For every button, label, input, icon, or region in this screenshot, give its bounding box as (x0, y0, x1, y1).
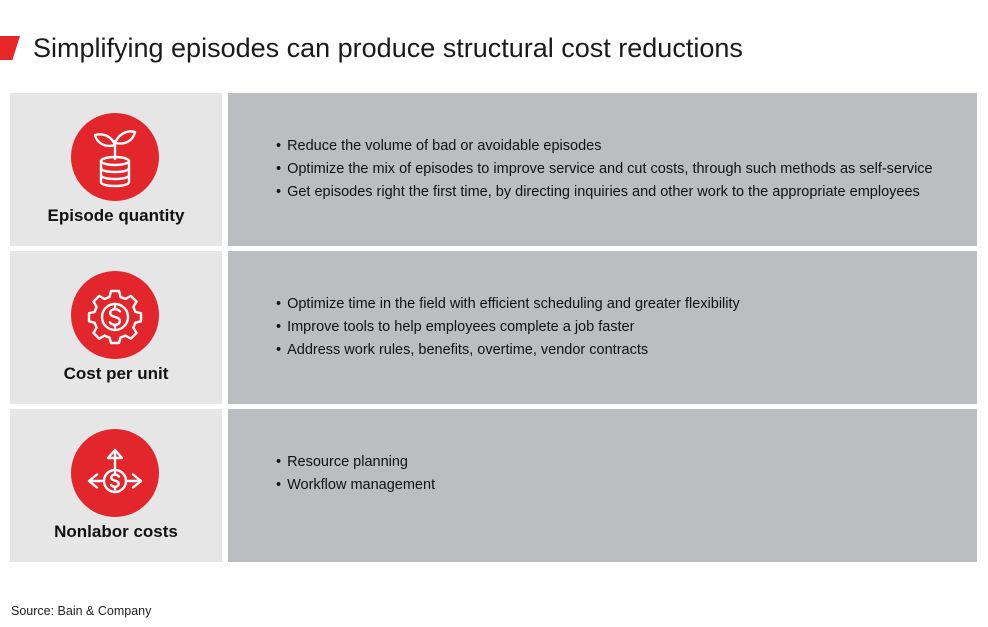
bullet-item: • Workflow management (276, 474, 435, 497)
bullet-list (276, 293, 740, 362)
bullet-item: • Get episodes right the first time, by directing inquiries and other work to the appropriate employees (276, 181, 933, 204)
row-nonlabor-costs (10, 409, 977, 562)
source-note: Source: Bain & Company (11, 604, 152, 618)
row-label-cell (10, 409, 222, 562)
bullet-item: • Optimize the mix of episodes to improve service and cut costs, through such methods as self-service (276, 158, 933, 181)
row-label: Cost per unit (63, 364, 169, 383)
bullet-list (276, 135, 933, 204)
row-text-cell (228, 93, 977, 246)
row-label-cell (10, 93, 222, 246)
page-title: Simplifying episodes can produce structural cost reductions (33, 33, 743, 63)
row-episode-quantity (10, 93, 977, 246)
bullet-item: • Address work rules, benefits, overtime, vendor contracts (276, 339, 740, 362)
bullet-item: • Optimize time in the field with efficient scheduling and greater flexibility (276, 293, 740, 316)
row-cost-per-unit (10, 251, 977, 404)
row-text-cell (228, 251, 977, 404)
plant-coin-stack-icon (71, 113, 159, 201)
bullet-list (276, 451, 435, 497)
title-accent-mark (0, 36, 20, 60)
bullet-item: • Reduce the volume of bad or avoidable episodes (276, 135, 933, 158)
dollar-gear-icon (71, 271, 159, 359)
bullet-item: • Improve tools to help employees complete a job faster (276, 316, 740, 339)
header (0, 28, 988, 68)
dollar-arrows-icon (71, 429, 159, 517)
row-label: Episode quantity (47, 206, 185, 225)
bullet-item: • Resource planning (276, 451, 435, 474)
row-label: Nonlabor costs (54, 522, 178, 541)
row-label-cell (10, 251, 222, 404)
row-text-cell (228, 409, 977, 562)
